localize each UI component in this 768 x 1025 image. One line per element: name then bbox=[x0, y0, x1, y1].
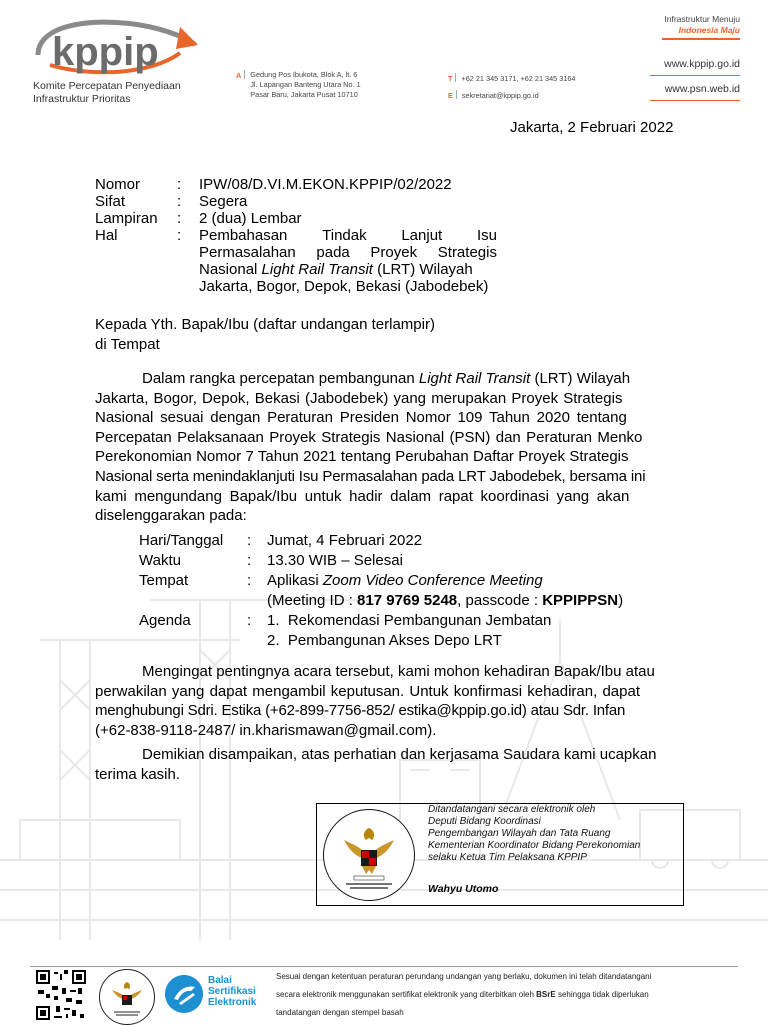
url-underline bbox=[650, 100, 740, 101]
address-line-1: Gedung Pos Ibukota, Blok A, lt. 6 bbox=[250, 70, 358, 79]
address-line-2: Jl. Lapangan Banteng Utara No. 1 bbox=[250, 80, 361, 89]
bsre-line: Sertifikasi bbox=[208, 986, 256, 997]
detail-colon: : bbox=[247, 552, 252, 569]
hal-word: Lanjut bbox=[401, 227, 443, 244]
meta-hal-value bbox=[199, 227, 497, 295]
hal-word: Pembahasan bbox=[199, 227, 288, 244]
meta-value: Segera bbox=[199, 193, 248, 210]
addressee bbox=[95, 315, 435, 355]
para-line: perwakilan yang dapat mengambil keputusan. Untuk konfirmasi kehadiran, dapat bbox=[95, 682, 640, 700]
footer-bsre: BSrE bbox=[536, 990, 556, 999]
detail-italic: Zoom Video Conference Meeting bbox=[322, 572, 543, 589]
meta-colon: : bbox=[177, 210, 182, 227]
meta-label: Nomor bbox=[95, 176, 141, 193]
para-line: menghubungi Sdri. Estika (+62-899-7756-852/ estika@kppip.go.id) atau Sdr. Infan bbox=[95, 702, 626, 720]
detail-value: 13.30 WIB – Selesai bbox=[267, 552, 403, 569]
signature-line: selaku Ketua Tim Pelaksana KPPIP bbox=[428, 852, 587, 863]
kppip-logo bbox=[30, 15, 200, 87]
para-text: (LRT) Wilayah bbox=[530, 370, 631, 387]
para-line: Percepatan Pelaksanaan Proyek Strategis Nasional (PSN) dan Peraturan Menko bbox=[95, 428, 643, 446]
footer-line: tandatangan dengan stempel basah bbox=[276, 1008, 404, 1017]
meta-label: Sifat bbox=[95, 193, 126, 210]
detail-colon: : bbox=[247, 572, 252, 589]
detail-label: Tempat bbox=[139, 572, 189, 589]
address-block bbox=[236, 70, 361, 100]
address-line-3: Pasar Baru, Jakarta Pusat 10710 bbox=[250, 90, 358, 99]
hal-line bbox=[199, 261, 497, 278]
meeting-info bbox=[267, 591, 623, 611]
tagline-line1: Infrastruktur Menuju bbox=[664, 14, 740, 24]
meta-label: Hal bbox=[95, 227, 118, 244]
signature-line: Kementerian Koordinator Bidang Perekonomian bbox=[428, 840, 641, 851]
meta-colon: : bbox=[177, 227, 182, 244]
org-name bbox=[33, 80, 181, 106]
phone-mark: T bbox=[448, 74, 453, 83]
detail-colon: : bbox=[247, 532, 252, 549]
para-line bbox=[95, 369, 679, 389]
letter-date: Jakarta, 2 Februari 2022 bbox=[510, 119, 674, 136]
hal-word: pada bbox=[316, 244, 350, 261]
hal-text: Nasional bbox=[199, 261, 262, 278]
bsre-name bbox=[208, 975, 256, 1008]
electronic-signature-box bbox=[316, 803, 684, 906]
para-line: diselenggarakan pada: bbox=[95, 507, 247, 525]
meeting-text: ) bbox=[618, 592, 624, 609]
para-line: Perekonomian Nomor 7 Tahun 2021 tentang Perubahan Daftar Proyek Strategis bbox=[95, 448, 629, 466]
garuda-emblem-icon bbox=[323, 809, 415, 901]
hal-italic: Light Rail Transit bbox=[261, 261, 373, 278]
para-line bbox=[95, 662, 679, 682]
addressee-line1: Kepada Yth. Bapak/Ibu (daftar undangan terlampir) bbox=[95, 316, 435, 333]
meeting-passcode: KPPIPPSN bbox=[542, 592, 619, 609]
logo-text: kppip bbox=[52, 30, 159, 74]
detail-value: Jumat, 4 Februari 2022 bbox=[267, 532, 423, 549]
signature-text bbox=[428, 804, 640, 864]
paragraph-2 bbox=[95, 662, 679, 740]
detail-value bbox=[267, 571, 543, 591]
hal-word: Strategis bbox=[437, 244, 497, 261]
contact-block bbox=[448, 70, 576, 104]
hal-word: Isu bbox=[476, 227, 497, 244]
bsre-line: Elektronik bbox=[208, 997, 257, 1008]
para-text: Dalam rangka percepatan pembangunan bbox=[142, 370, 419, 387]
para-text: Mengingat pentingnya acara tersebut, kami mohon kehadiran Bapak/Ibu atau bbox=[142, 663, 655, 680]
paragraph-3 bbox=[95, 745, 679, 784]
phone-text: +62 21 345 3171, +62 21 345 3164 bbox=[461, 74, 576, 83]
detail-label: Agenda bbox=[139, 612, 191, 629]
para-line: Jakarta, Bogor, Depok, Bekasi (Jabodebek) yang merupakan Proyek Strategis bbox=[95, 389, 623, 407]
hal-line bbox=[199, 244, 497, 261]
detail-label: Hari/Tanggal bbox=[139, 532, 224, 549]
para-line: kami mengundang Bapak/Ibu untuk hadir dalam rapat koordinasi yang akan bbox=[95, 487, 630, 505]
agenda-item-1: 1. Rekomendasi Pembangunan Jembatan bbox=[267, 612, 552, 629]
email-mark: E bbox=[448, 91, 453, 100]
footer-text: sehingga tidak diperlukan bbox=[555, 990, 649, 999]
para-line: terima kasih. bbox=[95, 765, 181, 783]
detail-text: Aplikasi bbox=[267, 572, 323, 589]
para-line: Nasional serta menindaklanjuti Isu Permasalahan pada LRT Jabodebek, bersama ini bbox=[95, 467, 646, 485]
footer-text: secara elektronik menggunakan sertifikat elektronik yang diterbitkan oleh bbox=[276, 990, 537, 999]
tagline-underline bbox=[662, 38, 740, 40]
hal-line bbox=[199, 227, 497, 244]
kemenko-emblem-icon bbox=[99, 969, 155, 1025]
hal-text: (LRT) Wilayah bbox=[372, 261, 473, 278]
bsre-logo-icon bbox=[165, 975, 203, 1013]
qr-code-icon[interactable] bbox=[36, 970, 86, 1020]
signature-line: Pengembangan Wilayah dan Tata Ruang bbox=[428, 828, 611, 839]
tagline bbox=[650, 14, 740, 40]
detail-colon: : bbox=[247, 612, 252, 629]
signer-name: Wahyu Utomo bbox=[428, 883, 499, 895]
footer-divider bbox=[30, 966, 738, 967]
tagline-line2: Indonesia Maju bbox=[678, 25, 740, 35]
meeting-id: 817 9769 5248 bbox=[357, 592, 458, 609]
footer-note bbox=[276, 968, 746, 1022]
hal-word: Proyek bbox=[370, 244, 418, 261]
paragraph-1 bbox=[95, 369, 679, 526]
para-line bbox=[95, 745, 679, 765]
email-text: sekretariat@kppip.go.id bbox=[461, 91, 539, 100]
org-name-line1: Komite Percepatan Penyediaan bbox=[33, 80, 181, 92]
bsre-line: Balai bbox=[208, 975, 232, 986]
footer-line: Sesuai dengan ketentuan peraturan perundang undangan yang berlaku, dokumen ini telah ditandatangani bbox=[276, 972, 652, 981]
meta-colon: : bbox=[177, 193, 182, 210]
para-italic: Light Rail Transit bbox=[418, 370, 531, 387]
signature-line: Deputi Bidang Koordinasi bbox=[428, 816, 541, 827]
hal-word: Permasalahan bbox=[199, 244, 296, 261]
url-underline bbox=[650, 75, 740, 76]
para-line: Nasional sesuai dengan Peraturan Presiden Nomor 109 Tahun 2020 tentang bbox=[95, 409, 627, 427]
detail-label: Waktu bbox=[139, 552, 181, 569]
meta-colon: : bbox=[177, 176, 182, 193]
url-psn[interactable]: www.psn.web.id bbox=[664, 83, 740, 95]
para-line: (+62-838-9118-2487/ in.kharismawan@gmail.com). bbox=[95, 721, 437, 739]
org-name-line2: Infrastruktur Prioritas bbox=[33, 93, 131, 105]
meeting-text: , passcode : bbox=[457, 592, 543, 609]
addressee-line2: di Tempat bbox=[95, 336, 160, 353]
meeting-text: (Meeting ID : bbox=[267, 592, 358, 609]
url-kppip[interactable]: www.kppip.go.id bbox=[664, 58, 740, 70]
meta-label: Lampiran bbox=[95, 210, 158, 227]
hal-word: Tindak bbox=[322, 227, 367, 244]
hal-line: Jakarta, Bogor, Depok, Bekasi (Jabodebek) bbox=[199, 278, 489, 295]
para-text: Demikian disampaikan, atas perhatian dan kerjasama Saudara kami ucapkan bbox=[142, 746, 657, 763]
agenda-item-2: 2. Pembangunan Akses Depo LRT bbox=[267, 632, 502, 649]
meta-value: 2 (dua) Lembar bbox=[199, 210, 302, 227]
meta-value: IPW/08/D.VI.M.EKON.KPPIP/02/2022 bbox=[199, 176, 452, 193]
footer-line bbox=[276, 986, 746, 1004]
signature-line: Ditandatangani secara elektronik oleh bbox=[428, 804, 596, 815]
address-mark: A bbox=[236, 71, 242, 80]
